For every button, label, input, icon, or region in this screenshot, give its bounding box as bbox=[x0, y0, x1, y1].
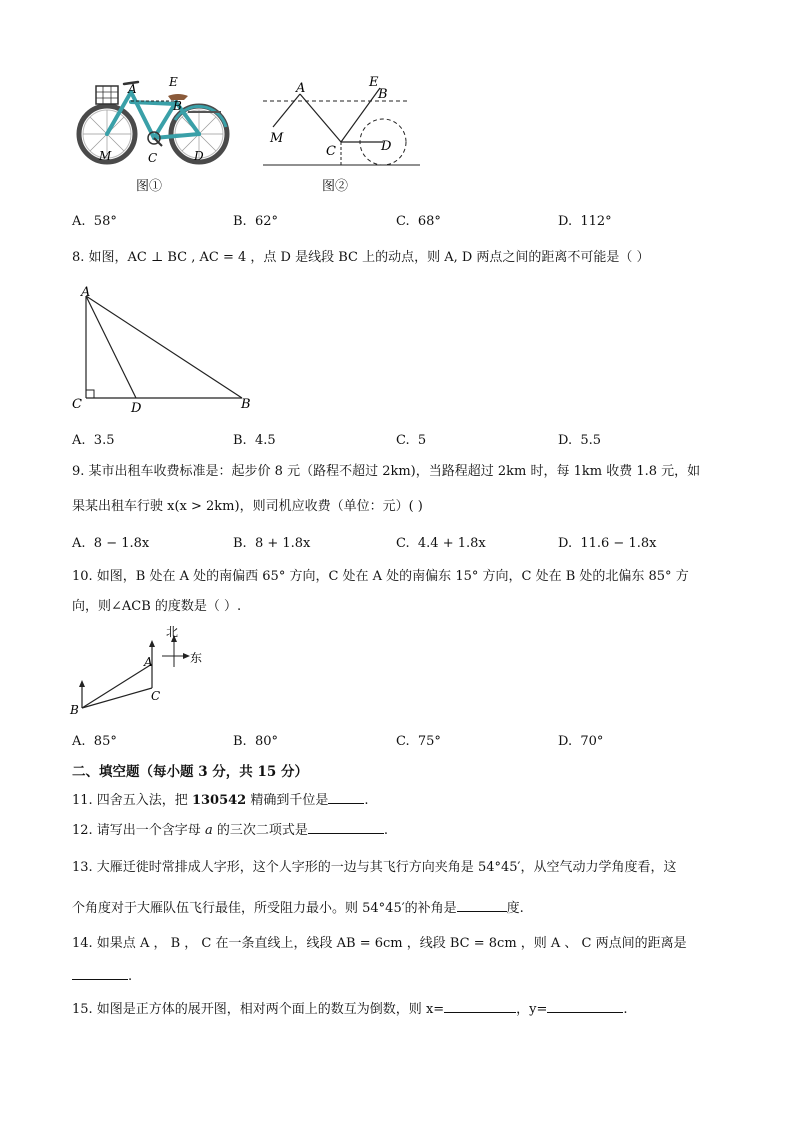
bike-label-m: M bbox=[99, 149, 112, 163]
fig2-label-b: B bbox=[378, 87, 388, 102]
figure-1-caption: 图① bbox=[136, 179, 163, 194]
q9-option-b[interactable]: B. 8 + 1.8x bbox=[233, 536, 311, 551]
north-label: 北 bbox=[166, 625, 179, 639]
q12-answer-blank[interactable] bbox=[308, 821, 384, 834]
direction-diagram bbox=[66, 622, 216, 722]
q10-direction-figure bbox=[66, 622, 216, 722]
bike-label-c: C bbox=[148, 151, 158, 165]
q10-option-c[interactable]: C. 75° bbox=[396, 734, 441, 749]
q15-y-blank[interactable] bbox=[547, 1000, 623, 1013]
q11-text: 11. 四舍五入法，把 130542 精确到千位是 . bbox=[72, 793, 369, 808]
bike-label-d: D bbox=[194, 149, 204, 163]
q14-answer-blank[interactable] bbox=[72, 967, 128, 980]
q8-option-d[interactable]: D. 5.5 bbox=[558, 433, 602, 448]
right-triangle-diagram bbox=[70, 284, 260, 414]
q11-answer-blank[interactable] bbox=[328, 791, 364, 804]
bike-label-a: A bbox=[128, 82, 137, 96]
fig2-label-e: E bbox=[369, 75, 379, 90]
q7-option-d[interactable]: D. 112° bbox=[558, 214, 612, 229]
fig2-label-c: C bbox=[326, 144, 336, 159]
q9-option-d[interactable]: D. 11.6 − 1.8x bbox=[558, 536, 657, 551]
q10-text-line2: 向，则∠ACB 的度数是（ ）. bbox=[72, 599, 242, 614]
q10-label-a: A bbox=[144, 655, 153, 669]
bicycle-figure bbox=[76, 72, 236, 172]
geometry-figure-2 bbox=[258, 72, 428, 172]
figure-2-caption: 图② bbox=[322, 179, 349, 194]
q8-text: 8. 如图，AC ⊥ BC , AC = 4 ，点 D 是线段 BC 上的动点，则 A, D 两点之间的距离不可能是（ ） bbox=[72, 250, 650, 265]
bicycle-illustration bbox=[76, 72, 236, 172]
q8-label-a: A bbox=[81, 285, 91, 300]
q14-text-line2: . bbox=[72, 967, 132, 986]
geometry-diagram bbox=[258, 72, 428, 172]
q8-option-a[interactable]: A. 3.5 bbox=[72, 433, 115, 448]
q8-option-b[interactable]: B. 4.5 bbox=[233, 433, 276, 448]
q15-x-blank[interactable] bbox=[444, 1000, 516, 1013]
q9-text-line1: 9. 某市出租车收费标准是：起步价 8 元（路程不超过 2km)，当路程超过 2km 时，每 1km 收费 1.8 元，如 bbox=[72, 464, 701, 479]
q8-option-c[interactable]: C. 5 bbox=[396, 433, 427, 448]
q8-label-b: B bbox=[241, 397, 251, 412]
q10-option-a[interactable]: A. 85° bbox=[72, 734, 117, 749]
q10-option-d[interactable]: D. 70° bbox=[558, 734, 604, 749]
bike-label-b: B bbox=[173, 99, 182, 113]
q7-option-c[interactable]: C. 68° bbox=[396, 214, 441, 229]
q7-option-b[interactable]: B. 62° bbox=[233, 214, 278, 229]
q13-answer-blank[interactable] bbox=[457, 899, 507, 912]
q15-text: 15. 如图是正方体的展开图，相对两个面上的数互为倒数，则 x= ，y= . bbox=[72, 1002, 628, 1017]
q10-label-b: B bbox=[70, 703, 79, 717]
q10-label-c: C bbox=[151, 689, 161, 703]
q13-text-line1: 13. 大雁迁徙时常排成人字形，这个人字形的一边与其飞行方向夹角是 54°45′，从空气动力学角度看，这 bbox=[72, 860, 677, 875]
q10-text-line1: 10. 如图，B 处在 A 处的南偏西 65° 方向，C 处在 A 处的南偏东 15° 方向，C 处在 B 处的北偏东 85° 方 bbox=[72, 569, 689, 584]
q13-text-line2: 个角度对于大雁队伍飞行最佳，所受阻力最小。则 54°45′的补角是 度. bbox=[72, 901, 524, 916]
section-2-title: 二、填空题（每小题 3 分，共 15 分） bbox=[72, 764, 308, 780]
q12-text: 12. 请写出一个含字母 a 的三次二项式是 . bbox=[72, 823, 388, 838]
q9-text-line2: 果某出租车行驶 x(x > 2km)，则司机应收费（单位：元）( ) bbox=[72, 499, 423, 514]
east-label: 东 bbox=[190, 651, 203, 665]
bike-label-e: E bbox=[169, 75, 178, 89]
q8-triangle-figure bbox=[70, 284, 260, 414]
q9-option-c[interactable]: C. 4.4 + 1.8x bbox=[396, 536, 486, 551]
q8-label-c: C bbox=[72, 397, 82, 412]
fig2-label-d: D bbox=[381, 139, 392, 154]
q7-option-a[interactable]: A. 58° bbox=[72, 214, 117, 229]
q8-label-d: D bbox=[131, 401, 142, 414]
fig2-label-m: M bbox=[270, 131, 284, 146]
q9-option-a[interactable]: A. 8 − 1.8x bbox=[72, 536, 150, 551]
fig2-label-a: A bbox=[296, 81, 306, 96]
q10-option-b[interactable]: B. 80° bbox=[233, 734, 278, 749]
q14-text-line1: 14. 如果点 A ， B ， C 在一条直线上，线段 AB = 6cm ，线段 BC = 8cm ，则 A 、 C 两点间的距离是 bbox=[72, 936, 687, 951]
